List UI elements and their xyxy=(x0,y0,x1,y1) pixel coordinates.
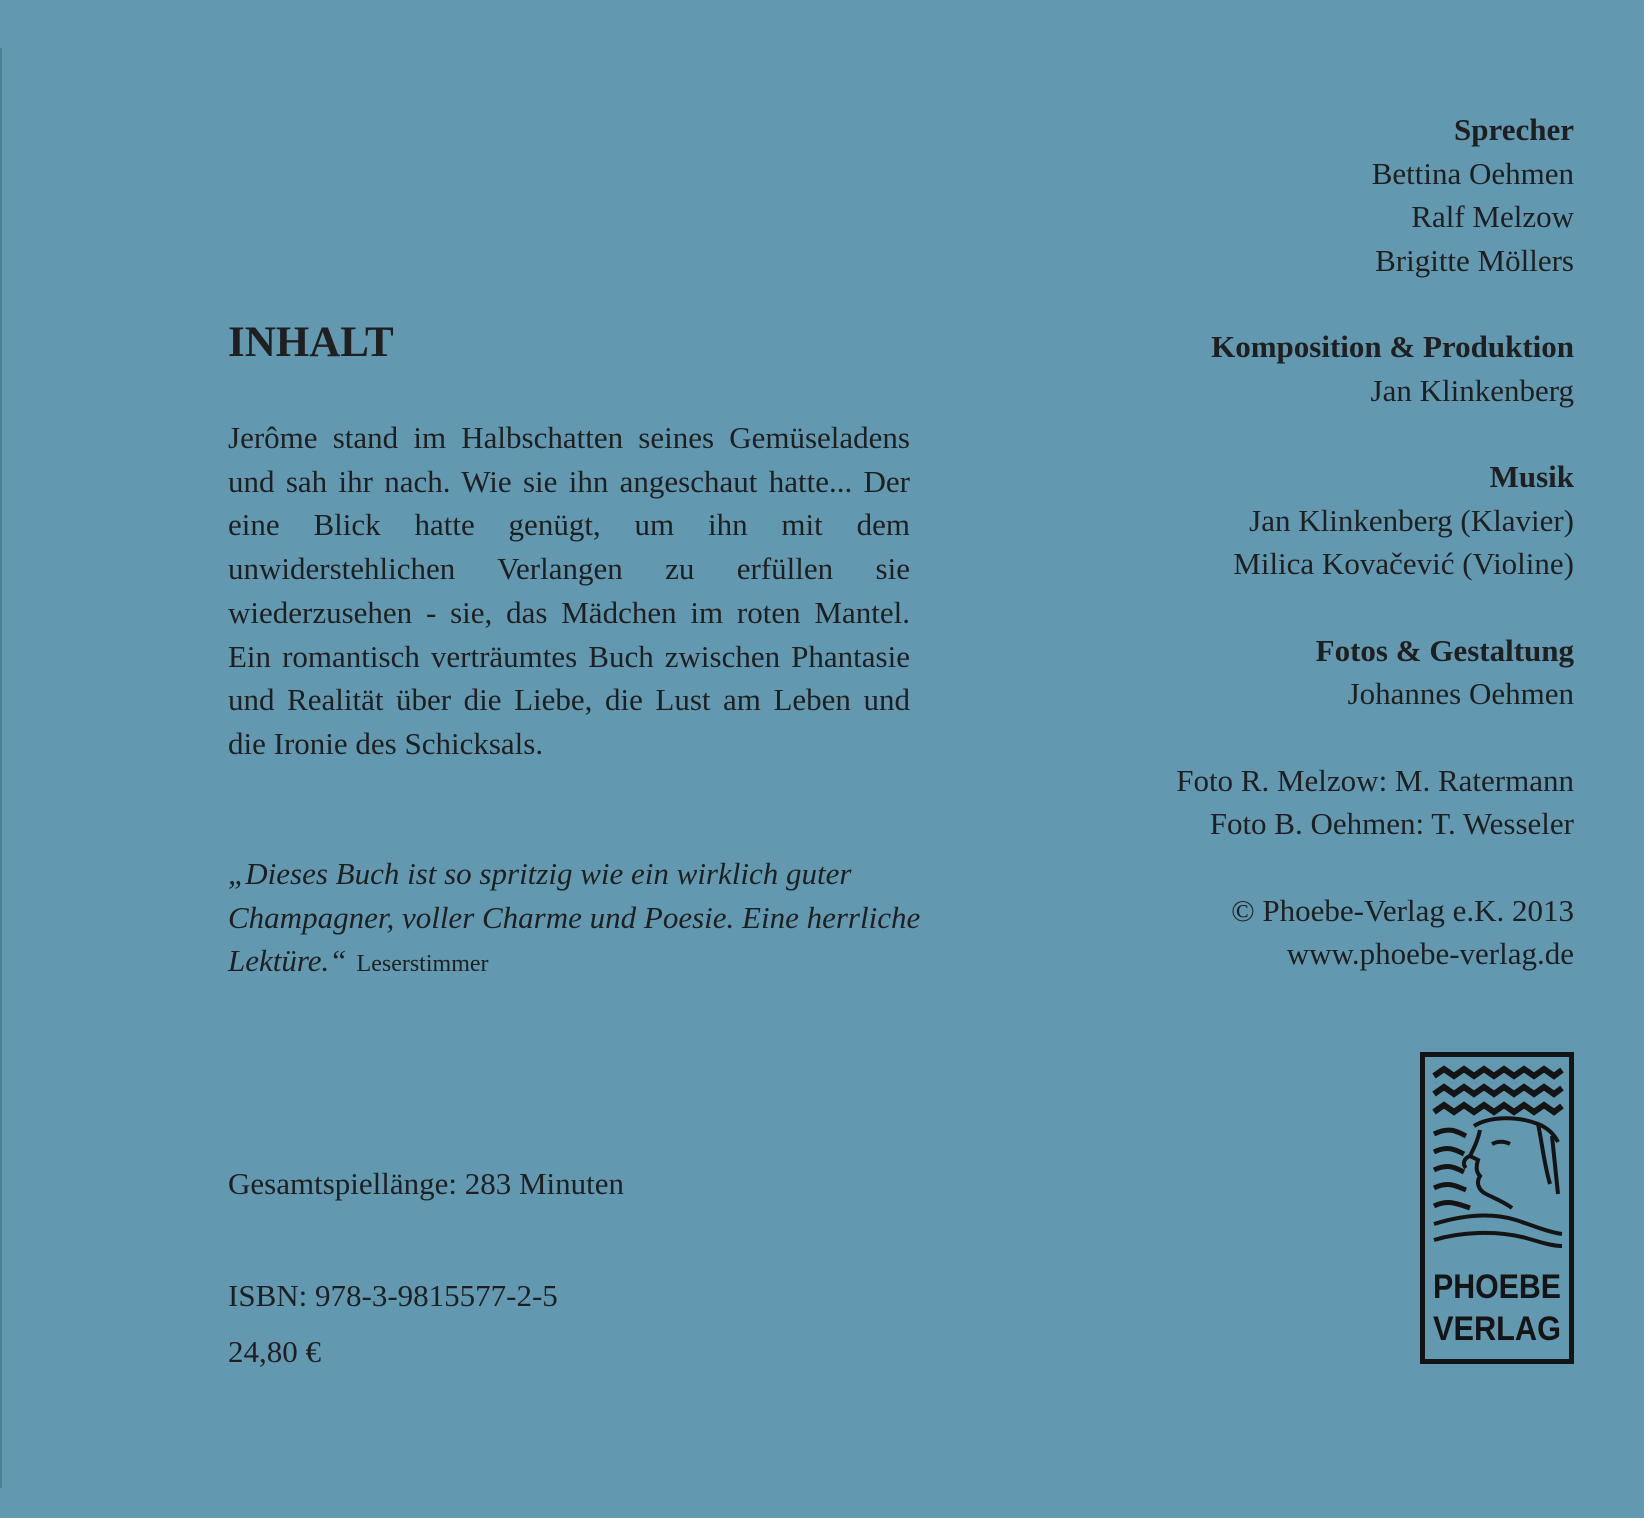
content-heading: INHALT xyxy=(228,319,394,366)
quote-text: „Dieses Buch ist so spritzig wie ein wirklich guter Champagner, voller Charme und Poesie. Eine herrliche Lektüre.“ xyxy=(228,856,921,978)
designer-name: Johannes Oehmen xyxy=(1347,676,1574,711)
composer-name: Jan Klinkenberg xyxy=(1370,372,1574,408)
composition-title: Komposition & Produktion xyxy=(1211,329,1574,364)
publisher-website: www.phoebe-verlag.de xyxy=(1286,936,1574,971)
isbn: ISBN: 978-3-9815577-2-5 xyxy=(228,1278,558,1313)
credits-column xyxy=(974,108,1574,1019)
music-title: Musik xyxy=(1489,459,1574,494)
photos-title: Fotos & Gestaltung xyxy=(1315,632,1574,668)
reader-quote xyxy=(228,852,928,987)
music-group xyxy=(974,455,1574,586)
logo-text-verlag: VERLAG xyxy=(1433,1310,1561,1348)
total-duration: Gesamtspiellänge: 283 Minuten xyxy=(228,1166,625,1201)
speaker-name: Ralf Melzow xyxy=(1411,199,1574,234)
summary-text: Jerôme stand im Halbschatten seines Gemüseladens und sah ihr nach. Wie sie ihn angeschaut hatte... Der eine Blick hatte genügt, um ihn mit dem unwiderstehlichen Verlangen zu erfüllen sie wiederzusehen - sie, das Mädchen im roten Mantel. Ein romantisch verträumtes Buch zwischen Phantasie und Realität über die Liebe, die Lust am Leben und die Ironie des Schicksals. xyxy=(228,420,910,761)
speaker-name: Bettina Oehmen xyxy=(1371,155,1574,191)
logo-text-phoebe: PHOEBE xyxy=(1433,1268,1561,1306)
phoebe-verlag-logo xyxy=(1420,1052,1574,1364)
photo-credits-group xyxy=(974,759,1574,846)
speakers-group xyxy=(974,108,1574,282)
cover-left-edge xyxy=(0,48,2,1488)
quote-source: Leserstimmer xyxy=(356,951,489,977)
price: 24,80 € xyxy=(228,1334,321,1369)
speaker-name: Brigitte Möllers xyxy=(1375,242,1574,278)
musician-name: Milica Kovačević (Violine) xyxy=(1233,546,1574,581)
composition-group xyxy=(974,325,1574,412)
photo-credit: Foto R. Melzow: M. Ratermann xyxy=(1176,762,1574,798)
photo-credit: Foto B. Oehmen: T. Wesseler xyxy=(1209,806,1574,841)
copyright-line: © Phoebe-Verlag e.K. 2013 xyxy=(1231,892,1574,928)
publisher-group xyxy=(974,889,1574,976)
musician-name: Jan Klinkenberg (Klavier) xyxy=(1249,502,1574,538)
photos-group xyxy=(974,629,1574,716)
speakers-title: Sprecher xyxy=(1454,112,1574,147)
